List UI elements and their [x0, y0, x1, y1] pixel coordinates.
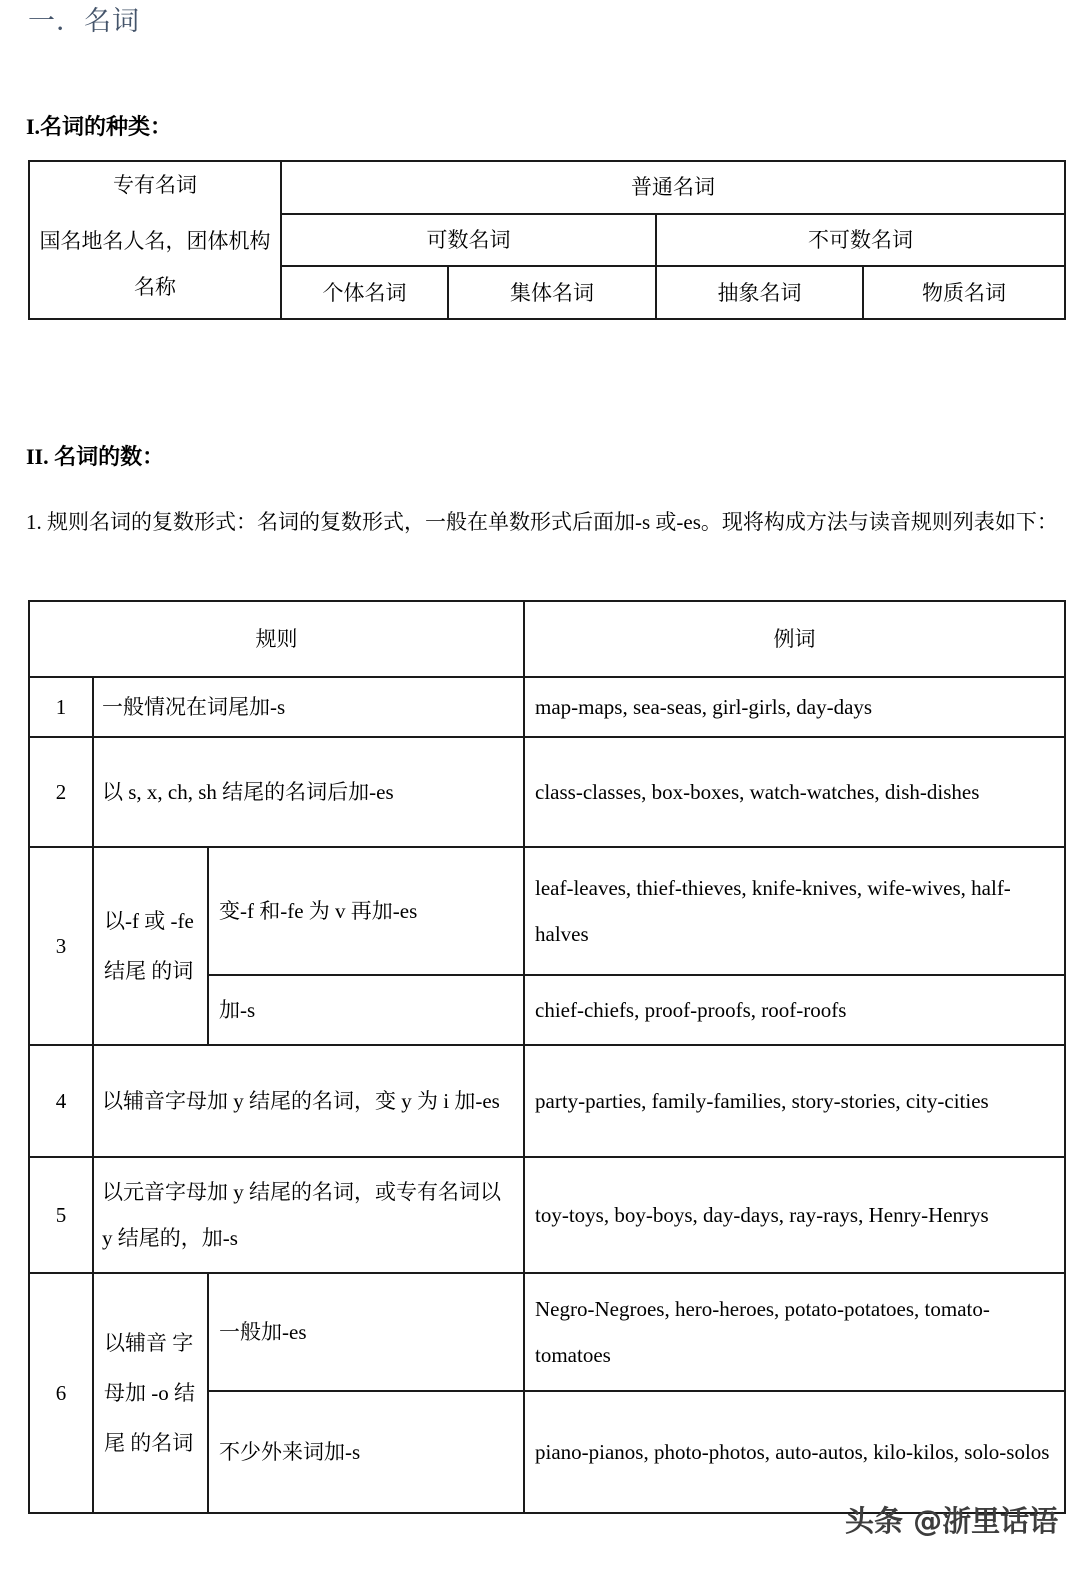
common-noun-header: 普通名词 [281, 161, 1065, 214]
example-text: Negro-Negroes, hero-heroes, potato-potatoes, tomato-tomatoes [524, 1273, 1065, 1391]
example-text: party-parties, family-families, story-stories, city-cities [524, 1045, 1065, 1157]
proper-noun-header: 专有名词 [113, 173, 197, 197]
table-row [29, 737, 1065, 847]
rule-group-label: 以辅音 字母加 -o 结尾 的名词 [93, 1273, 208, 1513]
countable-header: 可数名词 [281, 214, 656, 267]
row-number: 6 [29, 1273, 93, 1513]
sub-rule-text: 一般加-es [208, 1273, 524, 1391]
table-row [29, 1045, 1065, 1157]
table-row [29, 1157, 1065, 1273]
table-row [29, 161, 1065, 214]
sub-rule-text: 变-f 和-fe 为 v 再加-es [208, 847, 524, 975]
rule-text: 以辅音字母加 y 结尾的名词，变 y 为 i 加-es [93, 1045, 524, 1157]
cell-collective-noun: 集体名词 [448, 266, 656, 319]
cell-material-noun: 物质名词 [863, 266, 1065, 319]
row-number: 2 [29, 737, 93, 847]
sub-rule-text: 不少外来词加-s [208, 1391, 524, 1513]
uncountable-header: 不可数名词 [656, 214, 1065, 267]
rule-text: 一般情况在词尾加-s [93, 677, 524, 737]
example-text: class-classes, box-boxes, watch-watches, dish-dishes [524, 737, 1065, 847]
column-header-example: 例词 [524, 601, 1065, 677]
section-heading-noun-kinds: I.名词的种类： [26, 114, 173, 139]
row-number: 1 [29, 677, 93, 737]
plural-rules-table [28, 600, 1066, 1514]
example-text: leaf-leaves, thief-thieves, knife-knives, wife-wives, half-halves [524, 847, 1065, 975]
cell-abstract-noun: 抽象名词 [656, 266, 863, 319]
example-text: piano-pianos, photo-photos, auto-autos, kilo-kilos, solo-solos [524, 1391, 1065, 1513]
rule-group-label: 以-f 或 -fe 结尾 的词 [93, 847, 208, 1045]
section-heading-noun-number: II. 名词的数： [26, 444, 165, 469]
rule-text: 以元音字母加 y 结尾的名词，或专有名词以 y 结尾的，加-s [93, 1157, 524, 1273]
example-text: toy-toys, boy-boys, day-days, ray-rays, Henry-Henrys [524, 1157, 1065, 1273]
page-title: 一．名词 [28, 6, 140, 36]
watermark: 头条 @浙里话语 [845, 1504, 1059, 1538]
table-row [29, 847, 1065, 975]
cell-individual-noun: 个体名词 [281, 266, 448, 319]
noun-kinds-table [28, 160, 1066, 320]
cell-proper-noun-group [29, 161, 281, 319]
sub-rule-text: 加-s [208, 975, 524, 1045]
row-number: 3 [29, 847, 93, 1045]
row-number: 4 [29, 1045, 93, 1157]
example-text: chief-chiefs, proof-proofs, roof-roofs [524, 975, 1065, 1045]
spacer [36, 200, 274, 218]
table-row [29, 677, 1065, 737]
proper-noun-body: 国名地名人名，团体机构名称 [39, 229, 271, 299]
intro-paragraph: 1. 规则名词的复数形式：名词的复数形式，一般在单数形式后面加-s 或-es。现将构成方法与读音规则列表如下： [26, 510, 1058, 534]
rule-text: 以 s, x, ch, sh 结尾的名词后加-es [93, 737, 524, 847]
example-text: map-maps, sea-seas, girl-girls, day-days [524, 677, 1065, 737]
table-row [29, 1273, 1065, 1391]
column-header-rule: 规则 [29, 601, 524, 677]
row-number: 5 [29, 1157, 93, 1273]
table-header-row [29, 601, 1065, 677]
